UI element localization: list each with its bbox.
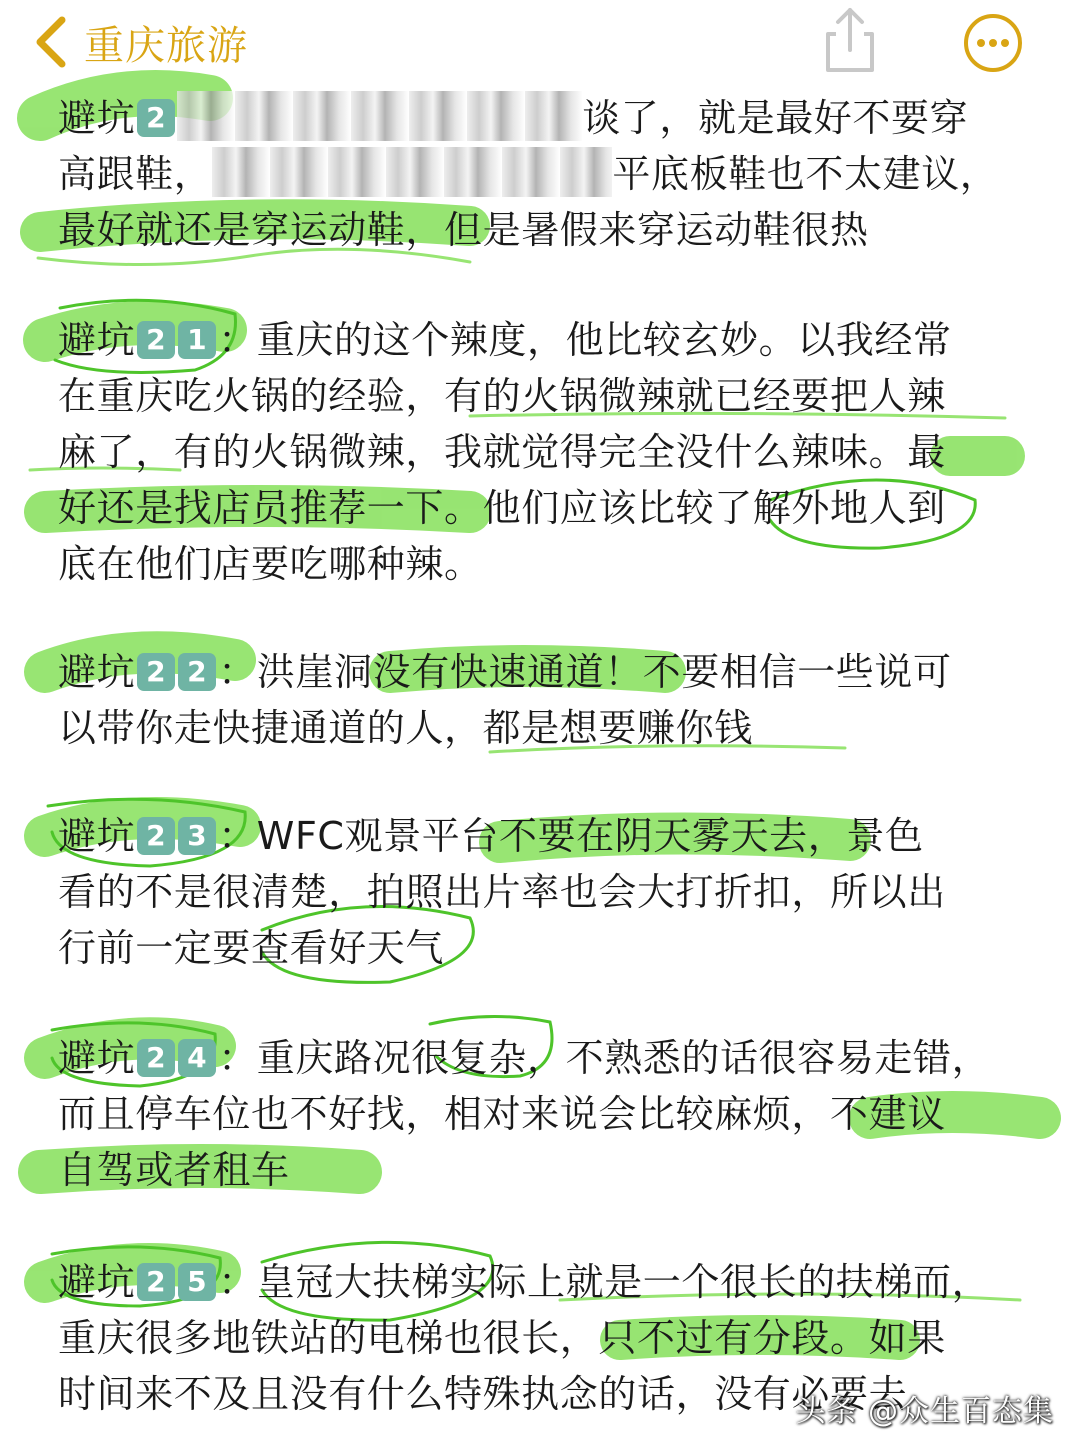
text-line [58,644,952,700]
digit-badge: 2 [137,99,175,137]
digit-badge: 3 [178,817,216,855]
line-text: ：重庆的这个辣度，他比较玄妙。以我经常 [218,318,952,362]
text-line [58,1254,990,1310]
text-line: 麻了，有的火锅微辣，我就觉得完全没什么辣味。最 [58,430,946,474]
digit-badge: 4 [178,1039,216,1077]
line-text: 谈了，就是最好不要穿 [582,96,969,140]
text-line: 最好就还是穿运动鞋，但是暑假来穿运动鞋很热 [58,208,869,252]
line-text: 高跟鞋， [58,152,213,196]
line-text: ：重庆路况很复杂，不熟悉的话很容易走错， [218,1036,991,1080]
back-title: 重庆旅游 [84,22,248,69]
digit-badge: 2 [137,1039,175,1077]
number-badges [137,1039,216,1077]
line-text: 平底板鞋也不太建议， [612,152,999,196]
text-line: 在重庆吃火锅的经验，有的火锅微辣就已经要把人辣 [58,374,946,418]
text-line: 以带你走快捷通道的人，都是想要赚你钱 [58,706,753,750]
tip-tag: 避坑 [58,1260,136,1304]
tip-tag: 避坑 [58,1036,136,1080]
text-line [58,90,968,146]
text-line [58,146,998,202]
number-badges [137,653,216,691]
watermark: 头条 @众生百态集 [795,1394,1054,1429]
text-line: 重庆很多地铁站的电梯也很长，只不过有分段。如果 [58,1316,946,1360]
text-line [58,808,924,864]
tip-tag: 避坑 [58,96,136,140]
digit-badge: 1 [178,321,216,359]
tip-tag: 避坑 [58,318,136,362]
text-line: 自驾或者租车 [58,1148,290,1192]
digit-badge: 5 [178,1263,216,1301]
text-line [58,1030,990,1086]
text-line: 看的不是很清楚，拍照出片率也会大打折扣，所以出 [58,870,946,914]
blurred-region [177,91,582,141]
blurred-region [212,147,612,197]
number-badges [137,99,175,137]
text-line: 好还是找店员推荐一下。他们应该比较了解外地人到 [58,486,946,530]
line-text: ：WFC观景平台不要在阴天雾天去，景色 [218,814,924,858]
text-line: 而且停车位也不好找，相对来说会比较麻烦，不建议 [58,1092,946,1136]
text-line: 时间来不及且没有什么特殊执念的话，没有必要去 [58,1372,908,1416]
digit-badge: 2 [178,653,216,691]
text-line [58,312,952,368]
digit-badge: 2 [137,817,175,855]
digit-badge: 2 [137,321,175,359]
tip-tag: 避坑 [58,814,136,858]
text-line: 行前一定要查看好天气 [58,926,445,970]
number-badges [137,321,216,359]
digit-badge: 2 [137,1263,175,1301]
tip-tag: 避坑 [58,650,136,694]
line-text: ：洪崖洞没有快速通道！不要相信一些说可 [218,650,952,694]
text-line: 底在他们店要吃哪种辣。 [58,542,483,586]
number-badges [137,817,216,855]
digit-badge: 2 [137,653,175,691]
number-badges [137,1263,216,1301]
line-text: ：皇冠大扶梯实际上就是一个很长的扶梯而， [218,1260,991,1304]
